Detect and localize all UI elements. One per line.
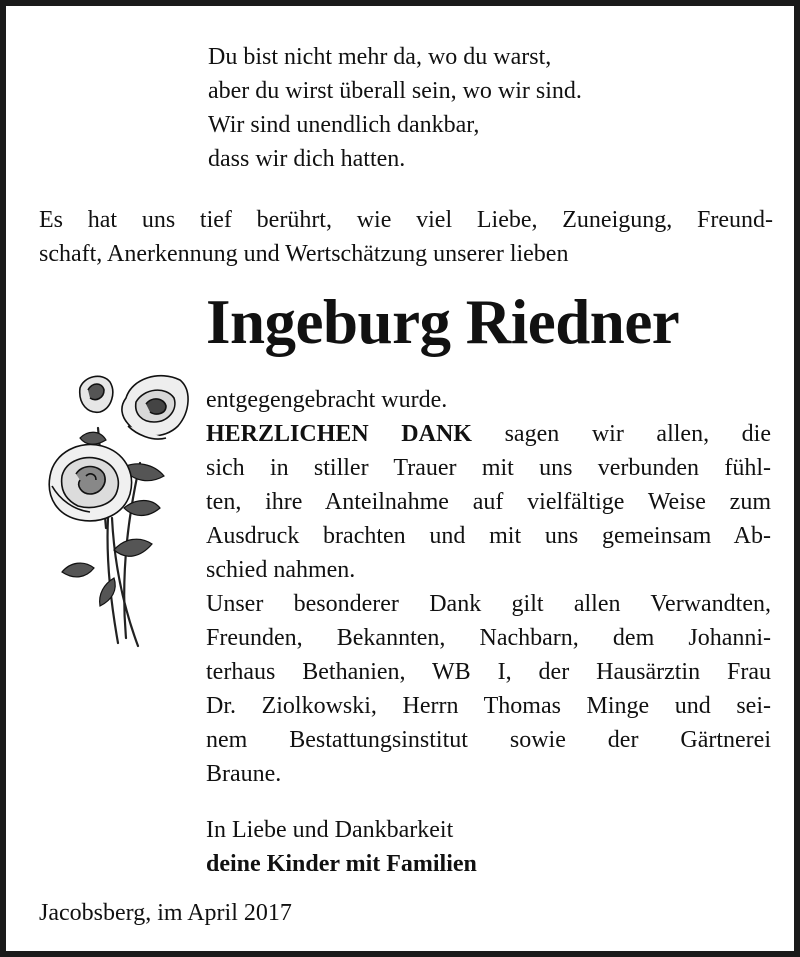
special-thanks-line: nem Bestattungsinstitut sowie der Gärtnerei [206,727,771,753]
special-thanks-line: Braune. [206,761,282,787]
poem-line: aber du wirst überall sein, wo wir sind. [208,78,582,104]
intro-line: schaft, Anerkennung und Wertschätzung unserer lieben [39,241,569,267]
poem [208,40,582,176]
poem-line: Wir sind unendlich dankbar, [208,112,480,138]
intro-paragraph [39,203,773,271]
thanks-lead-line: entgegengebracht wurde. [206,387,448,413]
thanks-line [206,417,771,451]
special-thanks-line: terhaus Bethanien, WB I, der Hausärztin Frau [206,659,771,685]
special-thanks-line: Freunden, Bekannten, Nachbarn, dem Johanni- [206,625,771,651]
thanks-line: ten, ihre Anteilnahme auf vielfältige Weise zum [206,489,771,515]
poem-line: Du bist nicht mehr da, wo du warst, [208,44,552,70]
thanks-line: sich in stiller Trauer mit uns verbunden fühl- [206,455,771,481]
thanks-line-rest: sagen wir allen, die [471,421,771,447]
thanks-line: Ausdruck brachten und mit uns gemeinsam Ab- [206,523,771,549]
roses-icon [40,368,192,650]
place-date: Jacobsberg, im April 2017 [39,900,292,926]
closing-line: In Liebe und Dankbarkeit [206,817,454,843]
thanks-line: schied nahmen. [206,557,356,583]
closing [206,813,477,881]
intro-line: Es hat uns tief berührt, wie viel Liebe, Zuneigung, Freund- [39,207,773,233]
signature: deine Kinder mit Familien [206,851,477,877]
poem-line: dass wir dich hatten. [208,146,406,172]
special-thanks-line: Unser besonderer Dank gilt allen Verwandten, [206,591,771,617]
herzlichen-dank-highlight: HERZLICHEN DANK [206,421,472,447]
thanks-text [206,383,771,791]
special-thanks-line: Dr. Ziolkowski, Herrn Thomas Minge und sei- [206,693,771,719]
deceased-name: Ingeburg Riedner [206,287,680,357]
